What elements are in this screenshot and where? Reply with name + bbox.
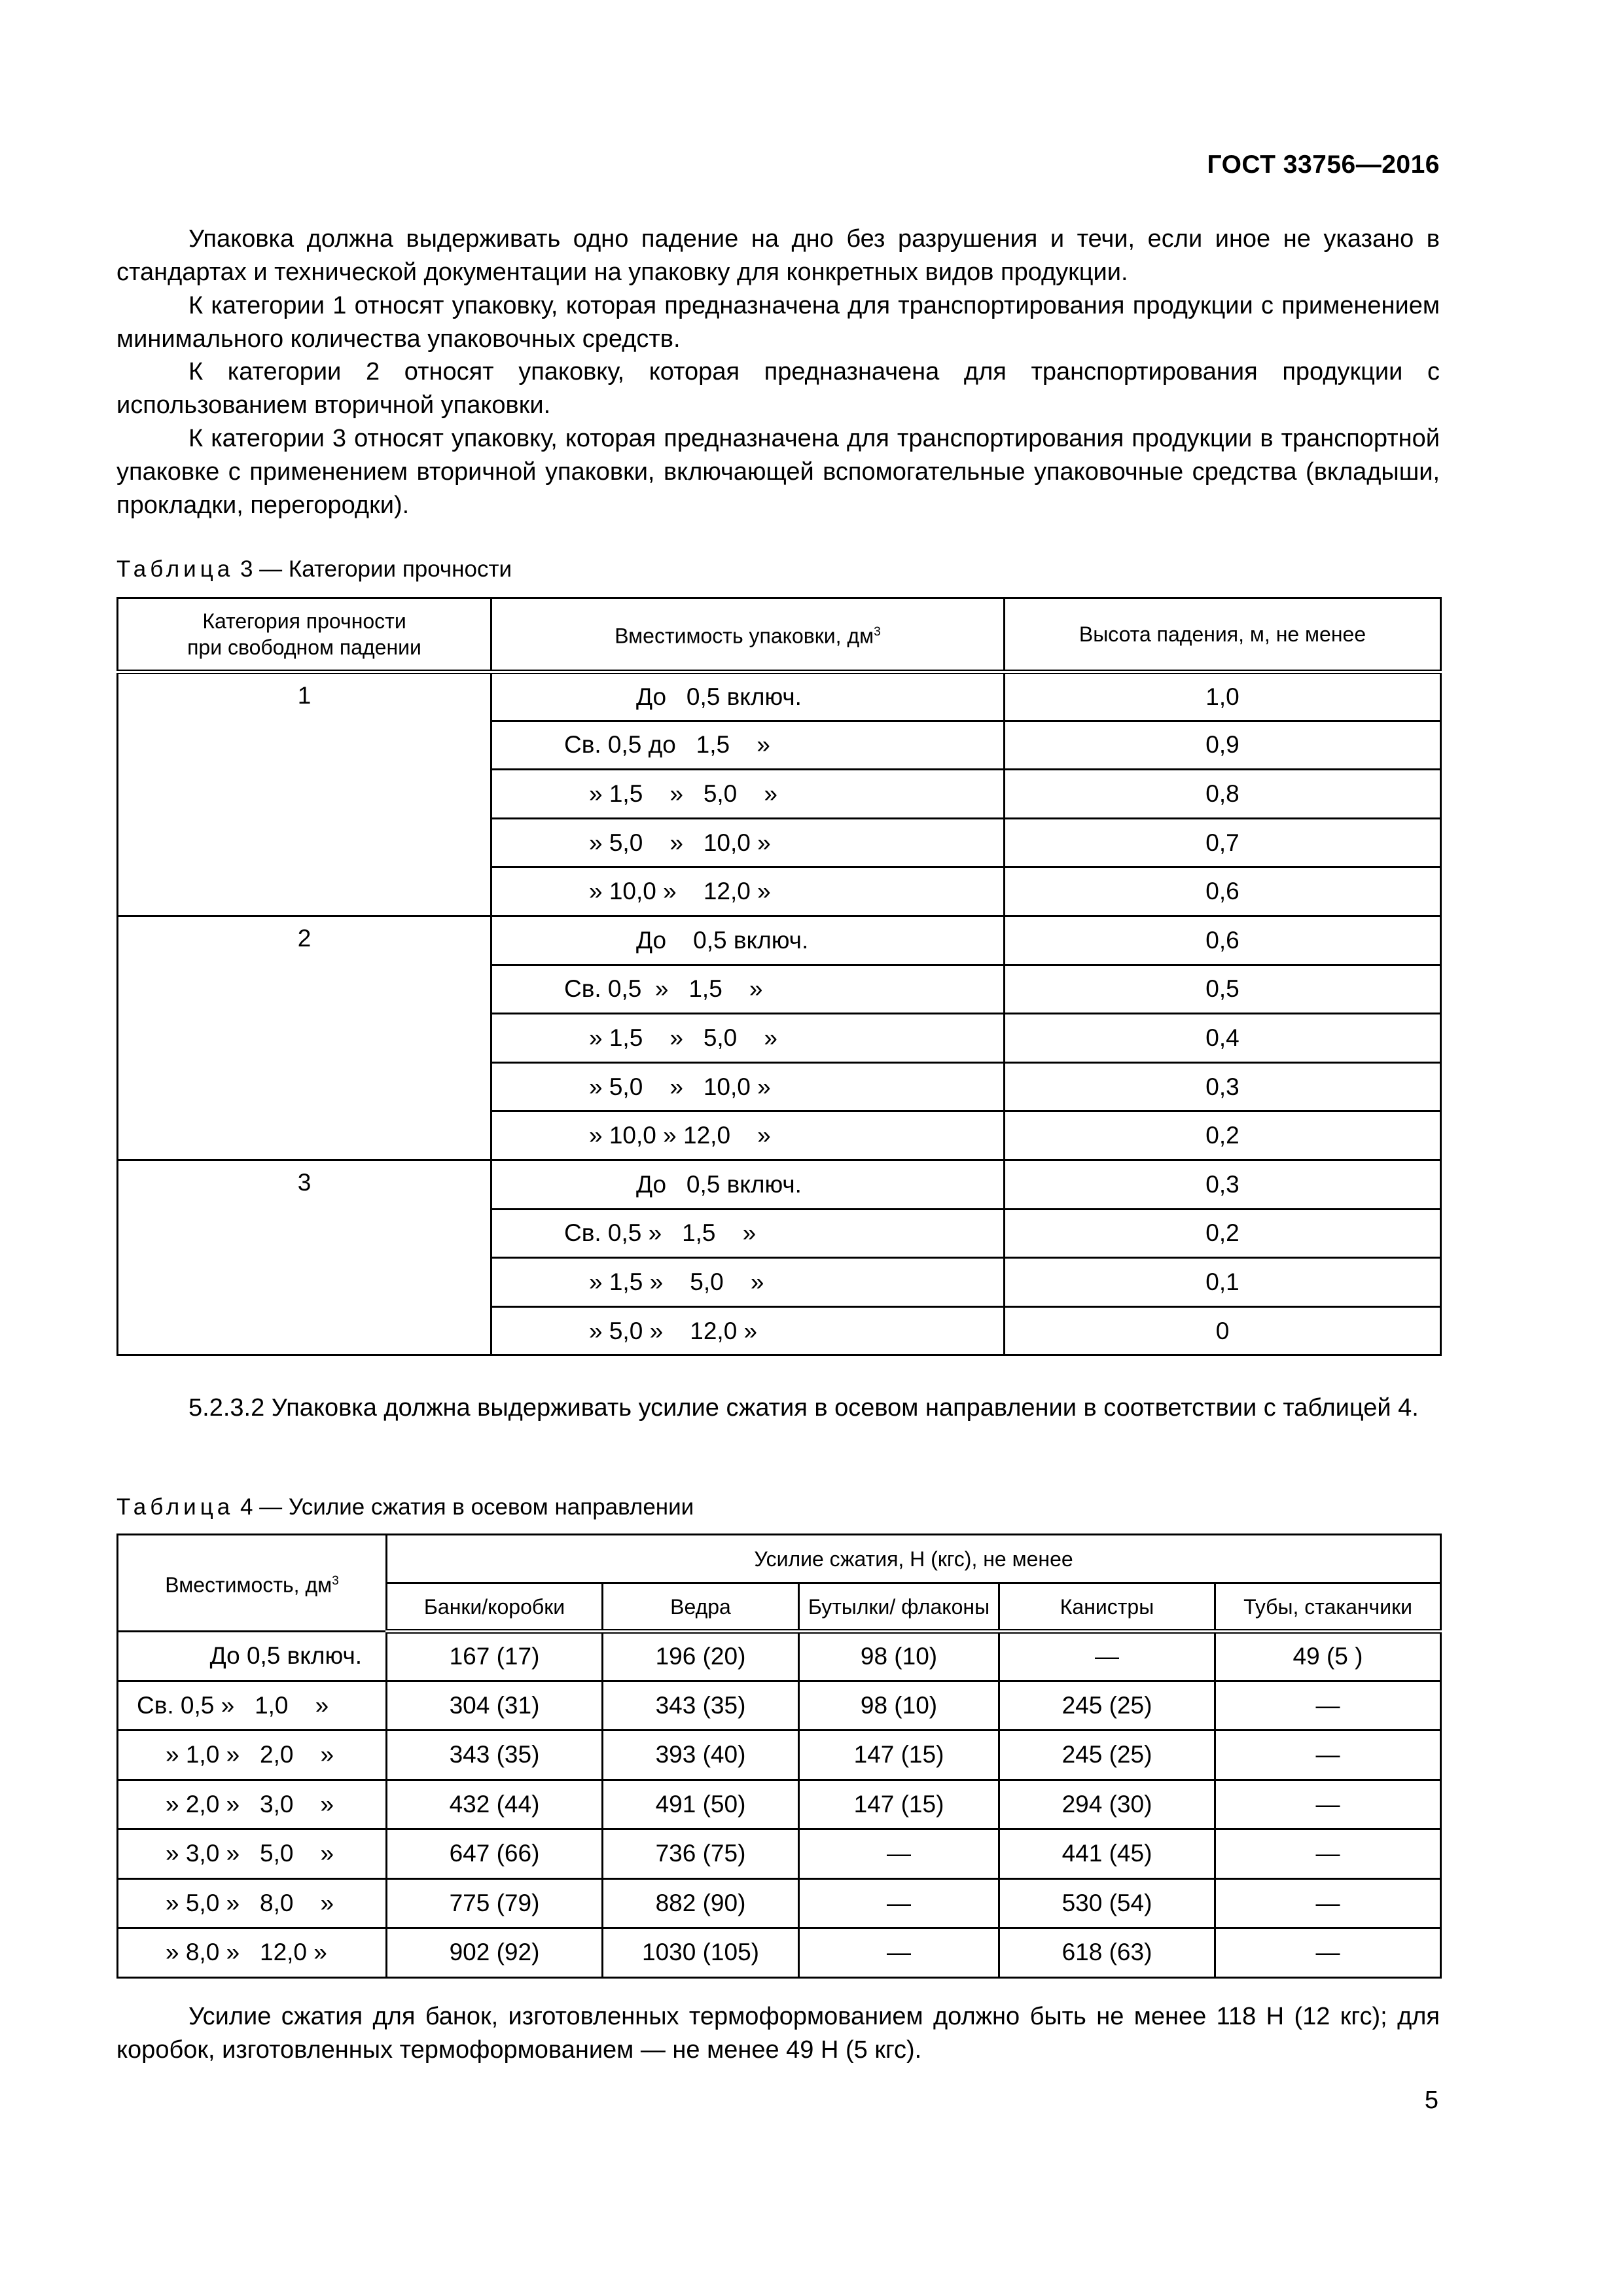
capacity-text: До 0,5 включ.: [636, 683, 802, 710]
drop-height-cell: 0: [1005, 1306, 1441, 1355]
force-cell-cans-boxes: 343 (35): [387, 1731, 603, 1780]
force-cell-buckets: 736 (75): [603, 1829, 799, 1879]
force-cell-buckets: 343 (35): [603, 1681, 799, 1731]
force-cell-tubes-cups: —: [1215, 1731, 1441, 1780]
capacity-cell: Св. 0,5 » 1,0 »: [118, 1681, 387, 1731]
force-cell-buckets: 393 (40): [603, 1731, 799, 1780]
capacity-text: » 5,0 » 12,0 »: [589, 1317, 758, 1344]
strength-category-cell: 3: [118, 1160, 491, 1355]
capacity-cell: » 8,0 » 12,0 »: [118, 1928, 387, 1978]
table-row: [118, 1829, 1441, 1879]
table3-header-height: Высота падения, м, не менее: [1005, 598, 1441, 672]
table3-caption-title: 3 — Категории прочности: [240, 556, 512, 582]
force-cell-bottles: —: [799, 1878, 999, 1928]
table-row: [118, 1928, 1441, 1978]
force-cell-tubes-cups: —: [1215, 1829, 1441, 1879]
table4-header-cans-boxes: Банки/коробки: [387, 1583, 603, 1632]
table3-caption-prefix: Таблица: [116, 556, 234, 582]
paragraph-category-2: К категории 2 относят упаковку, которая предназначена для транспортирования продукции с использованием вторичной упаковки.: [116, 358, 1440, 419]
table4-axial-compression: [116, 1534, 1442, 1979]
document-code: ГОСТ 33756—2016: [1207, 151, 1440, 179]
strength-category-cell: 1: [118, 672, 491, 916]
table4-header-tubes-cups: Тубы, стаканчики: [1215, 1583, 1441, 1632]
table3-caption: [116, 556, 512, 583]
capacity-cell: » 1,0 » 2,0 »: [118, 1731, 387, 1780]
force-cell-cans-boxes: 304 (31): [387, 1681, 603, 1731]
capacity-text: » 5,0 » 10,0 »: [589, 829, 771, 856]
table4-header-row-1: [118, 1535, 1441, 1583]
paragraph-thermoforming: Усилие сжатия для банок, изготовленных термоформованием должно быть не менее 118 Н (12 кгс); для коробок, изготовленных термоформованием — не менее 49 Н (5 кгс).: [116, 2003, 1440, 2064]
capacity-cell: [491, 1014, 1005, 1063]
capacity-cell: [491, 1160, 1005, 1209]
table4-caption-prefix: Таблица: [116, 1494, 234, 1520]
drop-height-cell: 0,6: [1005, 916, 1441, 965]
capacity-cell: » 2,0 » 3,0 »: [118, 1780, 387, 1829]
force-cell-canisters: 441 (45): [999, 1829, 1215, 1879]
table-row: [118, 1160, 1441, 1209]
capacity-cell: [491, 1062, 1005, 1111]
capacity-text: » 10,0 » 12,0 »: [589, 878, 771, 905]
force-cell-tubes-cups: —: [1215, 1681, 1441, 1731]
table-row: [118, 916, 1441, 965]
capacity-cell: [491, 818, 1005, 867]
capacity-cell: [491, 1209, 1005, 1258]
table4-header-buckets: Ведра: [603, 1583, 799, 1632]
drop-height-cell: 0,8: [1005, 770, 1441, 819]
force-cell-bottles: 147 (15): [799, 1731, 999, 1780]
table4-header-force-group: Усилие сжатия, Н (кгс), не менее: [387, 1535, 1441, 1583]
capacity-text: До 0,5 включ.: [636, 926, 809, 954]
force-cell-cans-boxes: 167 (17): [387, 1632, 603, 1681]
drop-height-cell: 0,6: [1005, 867, 1441, 916]
force-cell-canisters: 245 (25): [999, 1731, 1215, 1780]
force-cell-buckets: 1030 (105): [603, 1928, 799, 1978]
capacity-text: Св. 0,5 до 1,5 »: [564, 731, 770, 759]
force-cell-cans-boxes: 775 (79): [387, 1878, 603, 1928]
capacity-cell: [491, 1111, 1005, 1160]
force-cell-tubes-cups: —: [1215, 1878, 1441, 1928]
drop-height-cell: 0,3: [1005, 1160, 1441, 1209]
table3-body: [118, 598, 1441, 1355]
capacity-cell: » 3,0 » 5,0 »: [118, 1829, 387, 1879]
table3-header-category-line2: при свободном падении: [187, 636, 421, 659]
drop-height-cell: 0,5: [1005, 965, 1441, 1014]
force-cell-canisters: 294 (30): [999, 1780, 1215, 1829]
capacity-text: » 1,5 » 5,0 »: [589, 1268, 764, 1295]
force-cell-tubes-cups: —: [1215, 1780, 1441, 1829]
table-row: [118, 1681, 1441, 1731]
capacity-text: Св. 0,5 » 1,5 »: [564, 975, 763, 1003]
capacity-text: До 0,5 включ.: [636, 1170, 802, 1198]
table4-header-capacity: Вместимость, $дм^3$: [118, 1535, 387, 1632]
drop-height-cell: 0,3: [1005, 1062, 1441, 1111]
capacity-cell: [491, 672, 1005, 721]
capacity-cell: [491, 721, 1005, 770]
force-cell-bottles: 98 (10): [799, 1632, 999, 1681]
capacity-cell: [491, 1306, 1005, 1355]
force-cell-cans-boxes: 432 (44): [387, 1780, 603, 1829]
capacity-cell: [491, 770, 1005, 819]
capacity-text: » 10,0 » 12,0 »: [589, 1122, 771, 1149]
force-cell-cans-boxes: 902 (92): [387, 1928, 603, 1978]
table-row: [118, 1731, 1441, 1780]
table3-header-category-line1: Категория прочности: [202, 609, 406, 633]
table-row: [118, 672, 1441, 721]
capacity-cell: [491, 916, 1005, 965]
table-row: [118, 1780, 1441, 1829]
drop-height-cell: 0,2: [1005, 1111, 1441, 1160]
force-cell-canisters: 530 (54): [999, 1878, 1215, 1928]
drop-height-cell: 0,2: [1005, 1209, 1441, 1258]
force-cell-bottles: —: [799, 1928, 999, 1978]
capacity-cell: [491, 1258, 1005, 1307]
table3-strength-categories: [116, 597, 1442, 1356]
paragraph-drop-requirement: Упаковка должна выдерживать одно падение на дно без разрушения и течи, если иное не указано в стандартах и технической документации на упаковку для конкретных видов продукции.: [116, 225, 1440, 286]
table-row: [118, 1878, 1441, 1928]
capacity-text: » 5,0 » 10,0 »: [589, 1073, 771, 1100]
force-cell-bottles: 98 (10): [799, 1681, 999, 1731]
force-cell-canisters: 245 (25): [999, 1681, 1215, 1731]
force-cell-canisters: —: [999, 1632, 1215, 1681]
table4-caption: [116, 1494, 694, 1520]
drop-height-cell: 0,7: [1005, 818, 1441, 867]
table4-header-canisters: Канистры: [999, 1583, 1215, 1632]
strength-category-cell: 2: [118, 916, 491, 1160]
table3-header-row: [118, 598, 1441, 672]
table4-body: [118, 1535, 1441, 1978]
table3-header-category: [118, 598, 491, 672]
table3-header-capacity: Вместимость упаковки, $дм^3$: [491, 598, 1005, 672]
force-cell-buckets: 196 (20): [603, 1632, 799, 1681]
capacity-cell: [491, 867, 1005, 916]
paragraph-category-3: К категории 3 относят упаковку, которая предназначена для транспортирования продукции в транспортной упаковке с применением вторичной упаковки, включающей вспомогательные упаковочные средства (вкладыши, прокладки, перегородки).: [116, 425, 1440, 519]
drop-height-cell: 0,4: [1005, 1014, 1441, 1063]
paragraph-5-2-3-2: 5.2.3.2 Упаковка должна выдерживать усилие сжатия в осевом направлении в соответствии с таблицей 4.: [188, 1394, 1419, 1422]
capacity-cell: » 5,0 » 8,0 »: [118, 1878, 387, 1928]
table4-caption-title: 4 — Усилие сжатия в осевом направлении: [240, 1494, 694, 1520]
table4-header-bottles: Бутылки/ флаконы: [799, 1583, 999, 1632]
force-cell-cans-boxes: 647 (66): [387, 1829, 603, 1879]
drop-height-cell: 1,0: [1005, 672, 1441, 721]
capacity-text: » 1,5 » 5,0 »: [589, 780, 777, 807]
drop-height-cell: 0,1: [1005, 1258, 1441, 1307]
capacity-text: Св. 0,5 » 1,5 »: [564, 1219, 757, 1247]
force-cell-buckets: 491 (50): [603, 1780, 799, 1829]
force-cell-bottles: —: [799, 1829, 999, 1879]
force-cell-tubes-cups: 49 (5 ): [1215, 1632, 1441, 1681]
capacity-cell: До 0,5 включ.: [118, 1632, 387, 1681]
table-row: [118, 1632, 1441, 1681]
capacity-text: » 1,5 » 5,0 »: [589, 1024, 777, 1051]
force-cell-tubes-cups: —: [1215, 1928, 1441, 1978]
paragraph-category-1: К категории 1 относят упаковку, которая предназначена для транспортирования продукции с применением минимального количества упаковочных средств.: [116, 292, 1440, 353]
capacity-cell: [491, 965, 1005, 1014]
page-number: 5: [1424, 2087, 1438, 2114]
force-cell-buckets: 882 (90): [603, 1878, 799, 1928]
force-cell-bottles: 147 (15): [799, 1780, 999, 1829]
force-cell-canisters: 618 (63): [999, 1928, 1215, 1978]
drop-height-cell: 0,9: [1005, 721, 1441, 770]
